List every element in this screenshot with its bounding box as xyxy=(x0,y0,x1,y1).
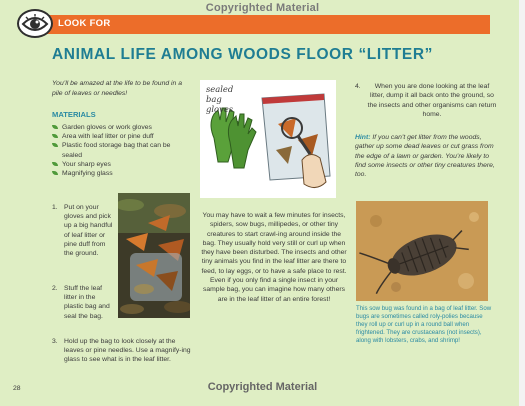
step-3 xyxy=(52,337,194,365)
watermark-bottom: Copyrighted Material xyxy=(207,381,318,393)
sow-bug-photo xyxy=(356,201,488,301)
list-item: Your sharp eyes xyxy=(52,160,192,169)
photo-caption: This sow bug was found in a bag of leaf litter. Sow bugs are sometimes called roly-polies because they roll up or curl up in a round ball when frightened. They are crustaceans (not insects), along with lobsters, crabs, and shrimp! xyxy=(356,305,492,345)
intro-text: You’ll be amazed at the life to be found in a pile of leaves or needles! xyxy=(52,80,182,97)
list-item: Area with leaf litter or pine duff xyxy=(52,132,192,141)
step-number: 1. xyxy=(52,204,58,211)
hint-label: Hint: xyxy=(355,134,371,141)
step-4 xyxy=(355,82,497,119)
hint-text: If you can’t get litter from the woods, gather up some dead leaves or cut grass from the edge of a lawn or garden. You’re likely to find some insects or other tiny creatures there, too. xyxy=(355,134,495,179)
list-item: Plastic food storage bag that can be sealed xyxy=(52,141,192,159)
step-text: Put on your gloves and pick up a big handful of leaf litter or pine duff from the ground. xyxy=(64,204,113,258)
step-text: Stuff the leaf litter in the plastic bag and seal the bag. xyxy=(64,285,110,320)
materials-list xyxy=(52,123,192,178)
banner-label: LOOK FOR xyxy=(58,18,111,29)
sketch-label: sealed bag gloves xyxy=(206,84,234,114)
leaf-bullet-icon xyxy=(52,134,58,138)
leaf-bullet-icon xyxy=(52,171,58,175)
leaf-bullet-icon xyxy=(52,162,58,166)
leaf-bullet-icon xyxy=(52,143,58,147)
materials-heading: MATERIALS xyxy=(52,110,96,119)
list-item: Magnifying glass xyxy=(52,169,192,178)
eye-icon xyxy=(17,9,53,38)
page-title: ANIMAL LIFE AMONG WOODS FLOOR “LITTER” xyxy=(52,46,433,63)
page-number: 28 xyxy=(13,385,21,392)
leaf-bullet-icon xyxy=(52,125,58,129)
hint-box xyxy=(355,133,497,179)
step-text: Hold up the bag to look closely at the leaves or pine needles. Use a magnify-ing glass to see what is in the leaf litter. xyxy=(64,338,191,364)
watermark-top: Copyrighted Material xyxy=(205,2,320,14)
leaf-litter-photo xyxy=(118,193,190,318)
step-number: 3. xyxy=(52,338,58,345)
middle-paragraph: You may have to wait a few minutes for insects, spiders, sow bugs, millipedes, or other tiny creatures to start crawl-ing around inside the bag. They usually hold very still or curl up when they have been disturbed. The insects and other tiny animals you find in the leaf litter are there to feed, to lay eggs, or to have a safe place to rest. Even if you only find a single insect in your sample bag, you can imagine how many others are in the leaf litter of an entire forest! xyxy=(201,212,347,303)
list-item: Garden gloves or work gloves xyxy=(52,123,192,132)
step-2 xyxy=(52,284,116,321)
page-edge xyxy=(519,0,525,406)
step-number: 4. xyxy=(355,83,361,90)
step-number: 2. xyxy=(52,285,58,292)
step-text: When you are done looking at the leaf litter, dump it all back onto the ground, so the insects and other organisms can return home. xyxy=(367,83,497,118)
step-1 xyxy=(52,203,116,258)
look-for-banner xyxy=(44,15,490,34)
